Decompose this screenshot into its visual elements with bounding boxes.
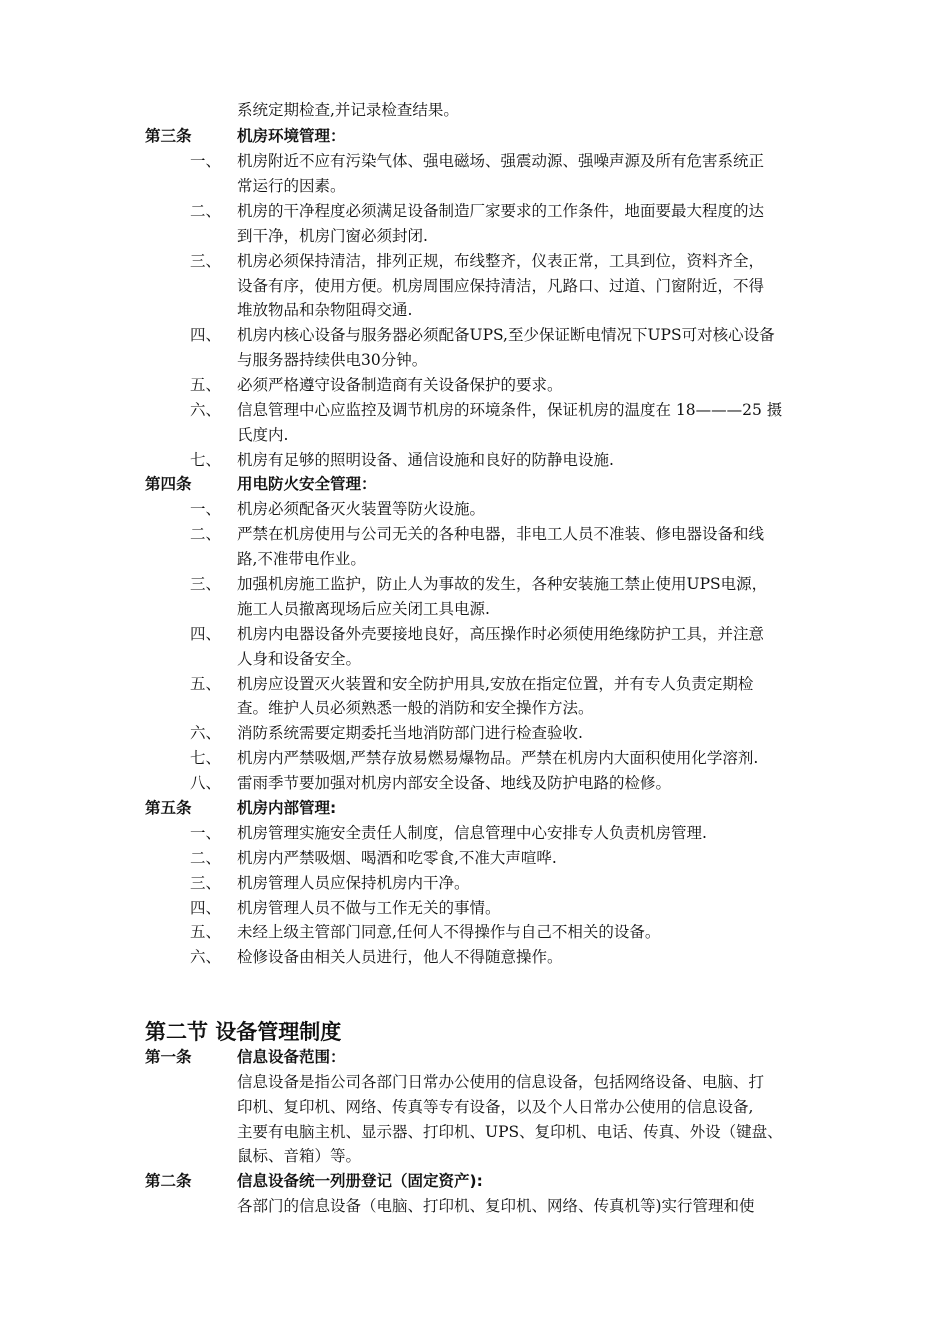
article-5-label: 第五条 bbox=[145, 799, 192, 817]
section2-art1-line-3: 主要有电脑主机、显示器、打印机、UPS、复印机、电话、传真、外设（键盘、 bbox=[237, 1123, 783, 1141]
art3-item-5-num: 五、 bbox=[190, 376, 222, 394]
art4-item-4-num: 四、 bbox=[190, 625, 222, 643]
art3-item-6-line-2: 氏度内. bbox=[237, 426, 289, 444]
lead-line: 系统定期检查,并记录检查结果。 bbox=[237, 101, 459, 119]
art3-item-5-line-1: 必须严格遵守设备制造商有关设备保护的要求。 bbox=[237, 376, 563, 394]
art5-item-3-num: 三、 bbox=[190, 874, 222, 892]
art4-item-5-line-1: 机房应设置灭火装置和安全防护用具,安放在指定位置，并有专人负责定期检 bbox=[237, 675, 754, 693]
art4-item-7-line-1: 机房内严禁吸烟,严禁存放易燃易爆物品。严禁在机房内大面积使用化学溶剂. bbox=[237, 749, 759, 767]
section2-art1-line-2: 印机、复印机、网络、传真等专有设备，以及个人日常办公使用的信息设备, bbox=[237, 1098, 754, 1116]
art3-item-1-num: 一、 bbox=[190, 152, 222, 170]
section2-article-2-title: 信息设备统一列册登记（固定资产): bbox=[237, 1172, 483, 1190]
section2-article-2-label: 第二条 bbox=[145, 1172, 192, 1190]
art5-item-5-num: 五、 bbox=[190, 923, 222, 941]
art3-item-2-num: 二、 bbox=[190, 202, 222, 220]
art3-item-1-line-1: 机房附近不应有污染气体、强电磁场、强震动源、强噪声源及所有危害系统正 bbox=[237, 152, 765, 170]
art4-item-1-line-1: 机房必须配备灭火装置等防火设施。 bbox=[237, 500, 486, 518]
article-4-label: 第四条 bbox=[145, 475, 192, 493]
art3-item-6-line-1: 信息管理中心应监控及调节机房的环境条件，保证机房的温度在 18———25 摄 bbox=[237, 401, 783, 419]
art3-item-3-num: 三、 bbox=[190, 252, 222, 270]
section2-article-1-title: 信息设备范围： bbox=[237, 1048, 346, 1066]
art5-item-5-line-1: 未经上级主管部门同意,任何人不得操作与自己不相关的设备。 bbox=[237, 923, 661, 941]
article-3-title: 机房环境管理： bbox=[237, 127, 346, 145]
art4-item-5-line-2: 查。维护人员必须熟悉一般的消防和安全操作方法。 bbox=[237, 699, 594, 717]
art4-item-3-line-2: 施工人员撤离现场后应关闭工具电源. bbox=[237, 600, 490, 618]
art4-item-4-line-2: 人身和设备安全。 bbox=[237, 650, 362, 668]
art4-item-6-num: 六、 bbox=[190, 724, 222, 742]
art3-item-7-num: 七、 bbox=[190, 451, 222, 469]
art3-item-7-line-1: 机房有足够的照明设备、通信设施和良好的防静电设施. bbox=[237, 451, 614, 469]
art4-item-2-num: 二、 bbox=[190, 525, 222, 543]
art3-item-6-num: 六、 bbox=[190, 401, 222, 419]
art5-item-1-line-1: 机房管理实施安全责任人制度，信息管理中心安排专人负责机房管理. bbox=[237, 824, 707, 842]
article-3-label: 第三条 bbox=[145, 127, 192, 145]
art4-item-5-num: 五、 bbox=[190, 675, 222, 693]
section-2-title: 第二节 设备管理制度 bbox=[145, 1020, 342, 1044]
art5-item-6-num: 六、 bbox=[190, 948, 222, 966]
art5-item-3-line-1: 机房管理人员应保持机房内干净。 bbox=[237, 874, 470, 892]
art3-item-2-line-2: 到干净，机房门窗必须封闭. bbox=[237, 227, 428, 245]
art5-item-1-num: 一、 bbox=[190, 824, 222, 842]
art3-item-3-line-1: 机房必须保持清洁，排列正规，布线整齐，仪表正常，工具到位，资料齐全， bbox=[237, 252, 765, 270]
art4-item-2-line-2: 路,不准带电作业。 bbox=[237, 550, 366, 568]
art4-item-8-num: 八、 bbox=[190, 774, 222, 792]
art3-item-4-num: 四、 bbox=[190, 326, 222, 344]
art4-item-3-num: 三、 bbox=[190, 575, 222, 593]
art4-item-8-line-1: 雷雨季节要加强对机房内部安全设备、地线及防护电路的检修。 bbox=[237, 774, 672, 792]
art4-item-2-line-1: 严禁在机房使用与公司无关的各种电器，非电工人员不准装、修电器设备和线 bbox=[237, 525, 765, 543]
section2-art1-line-1: 信息设备是指公司各部门日常办公使用的信息设备，包括网络设备、电脑、打 bbox=[237, 1073, 765, 1091]
art5-item-2-num: 二、 bbox=[190, 849, 222, 867]
art3-item-1-line-2: 常运行的因素。 bbox=[237, 177, 346, 195]
art4-item-4-line-1: 机房内电器设备外壳要接地良好，高压操作时必须使用绝缘防护工具，并注意 bbox=[237, 625, 765, 643]
art5-item-2-line-1: 机房内严禁吸烟、喝酒和吃零食,不准大声喧哗. bbox=[237, 849, 557, 867]
art3-item-2-line-1: 机房的干净程度必须满足设备制造厂家要求的工作条件，地面要最大程度的达 bbox=[237, 202, 765, 220]
art4-item-1-num: 一、 bbox=[190, 500, 222, 518]
section2-art2-line-1: 各部门的信息设备（电脑、打印机、复印机、网络、传真机等)实行管理和使 bbox=[237, 1197, 755, 1215]
section2-art1-line-4: 鼠标、音箱）等。 bbox=[237, 1147, 362, 1165]
section2-article-1-label: 第一条 bbox=[145, 1048, 192, 1066]
art5-item-4-line-1: 机房管理人员不做与工作无关的事情。 bbox=[237, 899, 501, 917]
art3-item-4-line-1: 机房内核心设备与服务器必须配备UPS,至少保证断电情况下UPS可对核心设备 bbox=[237, 326, 775, 344]
art3-item-4-line-2: 与服务器持续供电30分钟。 bbox=[237, 351, 428, 369]
article-5-title: 机房内部管理: bbox=[237, 799, 337, 817]
art5-item-6-line-1: 检修设备由相关人员进行，他人不得随意操作。 bbox=[237, 948, 563, 966]
art3-item-3-line-2: 设备有序，使用方便。机房周围应保持清洁，凡路口、过道、门窗附近，不得 bbox=[237, 277, 765, 295]
art5-item-4-num: 四、 bbox=[190, 899, 222, 917]
article-4-title: 用电防火安全管理： bbox=[237, 475, 377, 493]
art3-item-3-line-3: 堆放物品和杂物阻碍交通. bbox=[237, 301, 413, 319]
art4-item-7-num: 七、 bbox=[190, 749, 222, 767]
art4-item-3-line-1: 加强机房施工监护，防止人为事故的发生，各种安装施工禁止使用UPS电源， bbox=[237, 575, 768, 593]
art4-item-6-line-1: 消防系统需要定期委托当地消防部门进行检查验收. bbox=[237, 724, 583, 742]
